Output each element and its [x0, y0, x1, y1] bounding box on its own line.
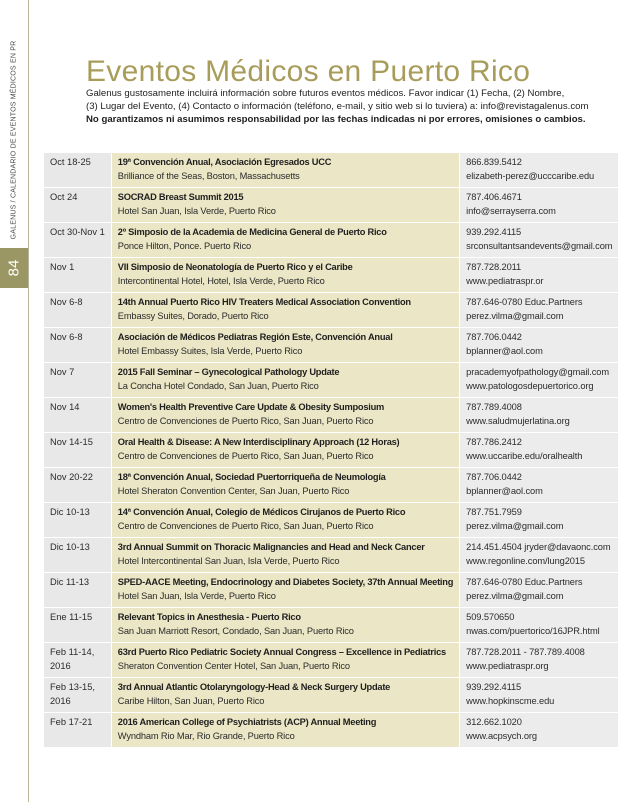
- event-date: Dic 10-13: [50, 507, 90, 517]
- event-contact-secondary: www.regonline.com/lung2015: [466, 556, 585, 566]
- event-info-cell: [111, 503, 459, 538]
- event-contact-cell: [460, 153, 619, 188]
- event-row: [44, 328, 618, 363]
- event-row: [44, 363, 618, 398]
- event-contact-primary: 787.728.2011 - 787.789.4008: [466, 647, 585, 657]
- event-date-cell: [44, 188, 111, 223]
- event-contact-secondary: perez.vilma@gmail.com: [466, 311, 564, 321]
- event-contact-cell: [460, 468, 619, 503]
- event-contact-cell: [460, 328, 619, 363]
- event-contact-secondary: www.pediatraspr.or: [466, 276, 544, 286]
- event-contact-secondary: srconsultantsandevents@gmail.com: [466, 241, 613, 251]
- event-row: [44, 713, 618, 748]
- event-contact-primary: 787.789.4008: [466, 402, 522, 412]
- event-name: 2016 American College of Psychiatrists (ACP) Annual Meeting: [117, 717, 377, 727]
- event-contact-primary: 787.706.0442: [466, 332, 522, 342]
- event-contact-secondary: www.uccaribe.edu/oralhealth: [466, 451, 583, 461]
- event-contact-secondary: perez.vilma@gmail.com: [466, 521, 564, 531]
- event-venue: San Juan Marriott Resort, Condado, San Juan, Puerto Rico: [117, 626, 354, 636]
- event-contact-primary: 214.451.4504 jryder@davaonc.com: [466, 542, 611, 552]
- event-date: Feb 11-14,: [50, 647, 95, 657]
- event-contact-primary: 787.646-0780 Educ.Partners: [466, 297, 583, 307]
- event-date-cell: [44, 363, 111, 398]
- event-date: Ene 11-15: [50, 612, 93, 622]
- running-head: [3, 40, 25, 240]
- intro-line-2: (3) Lugar del Evento, (4) Contacto o información (teléfono, e-mail, y sitio web si lo tuviera) a: info@revistagalenus.com: [86, 101, 589, 112]
- event-date: Nov 20-22: [50, 472, 93, 482]
- event-contact-cell: [460, 223, 619, 258]
- event-info-cell: [111, 713, 459, 748]
- event-contact-secondary: perez.vilma@gmail.com: [466, 591, 564, 601]
- event-name: Oral Health & Disease: A New Interdisciplinary Approach (12 Horas): [117, 437, 400, 447]
- event-venue: Sheraton Convention Center Hotel, San Juan, Puerto Rico: [117, 661, 350, 671]
- event-name: Relevant Topics in Anesthesia - Puerto Rico: [117, 612, 301, 622]
- event-row: [44, 293, 618, 328]
- intro-block: [86, 87, 596, 126]
- event-name: 3rd Annual Atlantic Otolaryngology-Head & Neck Surgery Update: [117, 682, 391, 692]
- event-date: Dic 10-13: [50, 542, 90, 552]
- event-date-cell: [44, 433, 111, 468]
- event-contact-secondary: www.saludmujerlatina.org: [466, 416, 570, 426]
- event-contact-cell: [460, 643, 619, 678]
- event-info-cell: [111, 678, 459, 713]
- event-info-cell: [111, 468, 459, 503]
- event-date: Feb 17-21: [50, 717, 93, 727]
- event-date: Feb 13-15,: [50, 682, 95, 692]
- event-contact-primary: 787.728.2011: [466, 262, 522, 272]
- event-venue: La Concha Hotel Condado, San Juan, Puerto Rico: [117, 381, 319, 391]
- event-date: Oct 30-Nov 1: [50, 227, 105, 237]
- event-date: Nov 1: [50, 262, 75, 272]
- event-venue: Intercontinental Hotel, Hotel, Isla Verde, Puerto Rico: [117, 276, 325, 286]
- event-name: 2º Simposio de la Academia de Medicina General de Puerto Rico: [117, 227, 387, 237]
- event-contact-primary: 787.786.2412: [466, 437, 522, 447]
- event-info-cell: [111, 538, 459, 573]
- event-row: [44, 503, 618, 538]
- event-date: Nov 14: [50, 402, 80, 412]
- event-contact-secondary: www.acpsych.org: [466, 731, 537, 741]
- event-contact-primary: 509.570650: [466, 612, 515, 622]
- event-row: [44, 678, 618, 713]
- event-row: [44, 538, 618, 573]
- event-date-cell: [44, 468, 111, 503]
- event-contact-primary: pracademyofpathology@gmail.com: [466, 367, 610, 377]
- event-venue: Hotel San Juan, Isla Verde, Puerto Rico: [117, 206, 276, 216]
- event-contact-secondary: bplanner@aol.com: [466, 486, 543, 496]
- event-contact-cell: [460, 258, 619, 293]
- event-info-cell: [111, 293, 459, 328]
- event-name: 3rd Annual Summit on Thoracic Malignancies and Head and Neck Cancer: [117, 542, 425, 552]
- event-name: 63rd Puerto Rico Pediatric Society Annual Congress – Excellence in Pediatrics: [117, 647, 446, 657]
- event-contact-cell: [460, 398, 619, 433]
- event-date-cell: [44, 398, 111, 433]
- event-contact-cell: [460, 608, 619, 643]
- event-date: Oct 18-25: [50, 157, 91, 167]
- event-contact-primary: 787.646-0780 Educ.Partners: [466, 577, 583, 587]
- event-info-cell: [111, 328, 459, 363]
- event-contact-primary: 939.292.4115: [466, 227, 522, 237]
- event-date: Nov 6-8: [50, 332, 83, 342]
- event-row: [44, 258, 618, 293]
- event-venue: Wyndham Rio Mar, Rio Grande, Puerto Rico: [117, 731, 295, 741]
- event-venue: Ponce Hilton, Ponce. Puerto Rico: [117, 241, 251, 251]
- event-row: [44, 608, 618, 643]
- event-venue: Brilliance of the Seas, Boston, Massachusetts: [117, 171, 300, 181]
- event-contact-cell: [460, 433, 619, 468]
- event-contact-primary: 312.662.1020: [466, 717, 522, 727]
- event-contact-primary: 787.751.7959: [466, 507, 522, 517]
- event-date-cell: [44, 573, 111, 608]
- event-contact-primary: 787.406.4671: [466, 192, 522, 202]
- event-contact-cell: [460, 293, 619, 328]
- event-contact-cell: [460, 363, 619, 398]
- event-info-cell: [111, 433, 459, 468]
- event-contact-cell: [460, 538, 619, 573]
- event-row: [44, 398, 618, 433]
- event-contact-secondary: www.patologosdepuertorico.org: [466, 381, 594, 391]
- event-name: 18ª Convención Anual, Sociedad Puertorriqueña de Neumología: [117, 472, 386, 482]
- event-name: Women's Health Preventive Care Update & Obesity Sumposium: [117, 402, 385, 412]
- event-date-year: 2016: [50, 661, 71, 671]
- event-date-cell: [44, 328, 111, 363]
- event-contact-secondary: nwas.com/puertorico/16JPR.html: [466, 626, 600, 636]
- event-contact-cell: [460, 713, 619, 748]
- event-row: [44, 433, 618, 468]
- event-date-cell: [44, 608, 111, 643]
- event-info-cell: [111, 223, 459, 258]
- event-info-cell: [111, 258, 459, 293]
- event-date-cell: [44, 293, 111, 328]
- event-date: Nov 6-8: [50, 297, 83, 307]
- event-row: [44, 573, 618, 608]
- event-contact-secondary: bplanner@aol.com: [466, 346, 543, 356]
- event-venue: Hotel San Juan, Isla Verde, Puerto Rico: [117, 591, 276, 601]
- event-contact-cell: [460, 503, 619, 538]
- event-date-cell: [44, 713, 111, 748]
- event-contact-secondary: elizabeth-perez@ucccaribe.edu: [466, 171, 595, 181]
- event-info-cell: [111, 608, 459, 643]
- event-venue: Centro de Convenciones de Puerto Rico, San Juan, Puerto Rico: [117, 521, 374, 531]
- event-date: Dic 11-13: [50, 577, 90, 587]
- event-venue: Hotel Sheraton Convention Center, San Juan, Puerto Rico: [117, 486, 350, 496]
- event-venue: Embassy Suites, Dorado, Puerto Rico: [117, 311, 269, 321]
- event-name: VII Simposio de Neonatología de Puerto Rico y el Caribe: [117, 262, 353, 272]
- event-date-cell: [44, 153, 111, 188]
- event-contact-cell: [460, 678, 619, 713]
- event-contact-cell: [460, 188, 619, 223]
- event-info-cell: [111, 643, 459, 678]
- event-row: [44, 468, 618, 503]
- event-date-cell: [44, 643, 111, 678]
- event-name: 19ª Convención Anual, Asociación Egresados UCC: [117, 157, 332, 167]
- event-info-cell: [111, 573, 459, 608]
- event-contact-primary: 866.839.5412: [466, 157, 522, 167]
- intro-line-1: Galenus gustosamente incluirá información sobre futuros eventos médicos. Favor indicar (1) Fecha, (2) Nombre,: [86, 88, 565, 99]
- event-info-cell: [111, 188, 459, 223]
- event-contact-secondary: www.pediatraspr.org: [466, 661, 549, 671]
- event-info-cell: [111, 398, 459, 433]
- page-number: 84: [5, 259, 23, 277]
- events-table: [44, 153, 618, 748]
- event-date-cell: [44, 223, 111, 258]
- event-info-cell: [111, 363, 459, 398]
- event-date-year: 2016: [50, 696, 71, 706]
- event-info-cell: [111, 153, 459, 188]
- event-date: Oct 24: [50, 192, 78, 202]
- event-venue: Hotel Embassy Suites, Isla Verde, Puerto Rico: [117, 346, 303, 356]
- event-date: Nov 7: [50, 367, 75, 377]
- event-contact-primary: 939.292.4115: [466, 682, 522, 692]
- event-name: SPED-AACE Meeting, Endocrinology and Diabetes Society, 37th Annual Meeting: [117, 577, 454, 587]
- event-name: 2015 Fall Seminar – Gynecological Pathology Update: [117, 367, 340, 377]
- event-name: 14ª Convención Anual, Colegio de Médicos Cirujanos de Puerto Rico: [117, 507, 406, 517]
- disclaimer: No garantizamos ni asumimos responsabilidad por las fechas indicadas ni por errores, omisiones o cambios.: [86, 114, 586, 125]
- event-row: [44, 223, 618, 258]
- event-contact-primary: 787.706.0442: [466, 472, 522, 482]
- event-date-cell: [44, 678, 111, 713]
- event-venue: Caribe Hilton, San Juan, Puerto Rico: [117, 696, 265, 706]
- event-contact-secondary: info@serrayserra.com: [466, 206, 556, 216]
- event-row: [44, 643, 618, 678]
- event-venue: Hotel Intercontinental San Juan, Isla Verde, Puerto Rico: [117, 556, 340, 566]
- event-row: [44, 153, 618, 188]
- event-name: 14th Annual Puerto Rico HIV Treaters Medical Association Convention: [117, 297, 411, 307]
- event-venue: Centro de Convenciones de Puerto Rico, San Juan, Puerto Rico: [117, 416, 374, 426]
- page-title: Eventos Médicos en Puerto Rico: [86, 55, 531, 88]
- event-row: [44, 188, 618, 223]
- event-venue: Centro de Convenciones de Puerto Rico, San Juan, Puerto Rico: [117, 451, 374, 461]
- page-number-tab: [0, 248, 28, 288]
- event-contact-secondary: www.hopkinscme.edu: [466, 696, 555, 706]
- event-name: Asociación de Médicos Pediatras Región Este, Convención Anual: [117, 332, 393, 342]
- event-date: Nov 14-15: [50, 437, 93, 447]
- side-divider: [28, 0, 29, 802]
- event-name: SOCRAD Breast Summit 2015: [117, 192, 244, 202]
- running-head-text: GALENUS / CALENDARIO DE EVENTOS MÉDICOS EN PR: [10, 40, 18, 240]
- event-contact-cell: [460, 573, 619, 608]
- event-date-cell: [44, 258, 111, 293]
- event-date-cell: [44, 538, 111, 573]
- event-date-cell: [44, 503, 111, 538]
